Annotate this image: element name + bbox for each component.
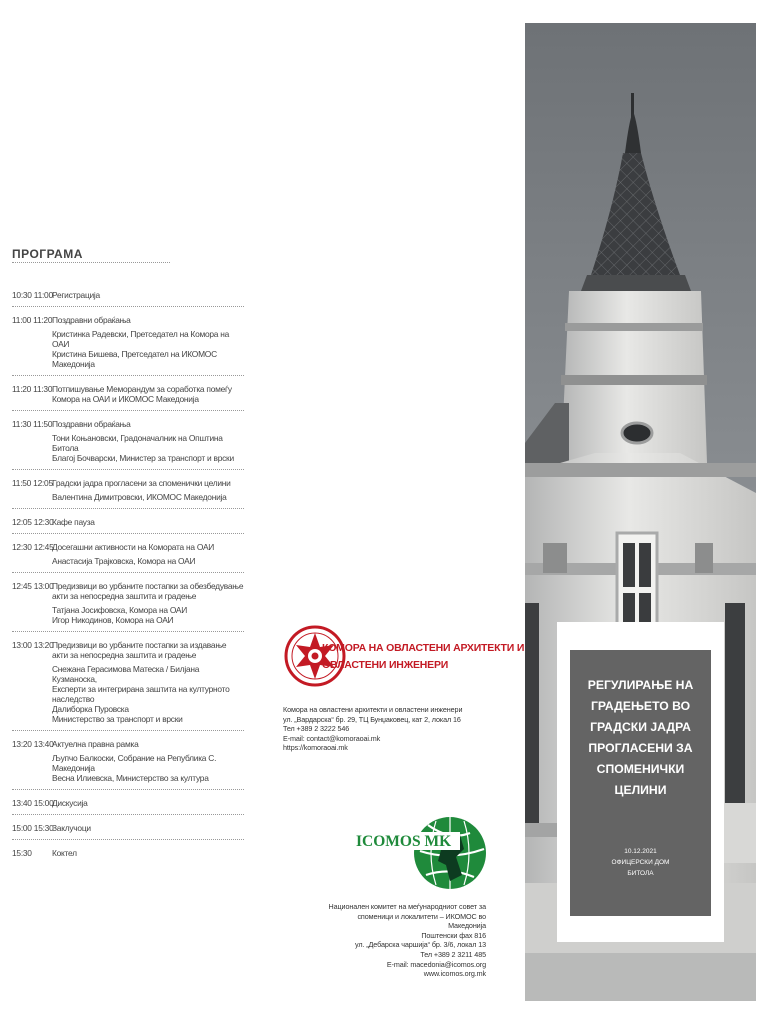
agenda-speaker: Експерти за интегрирана заштита на културното наследство <box>52 684 230 704</box>
cover-title-line: ГРАДСКИ ЈАДРА <box>590 720 691 734</box>
agenda-speaker: Снежана Герасимова Матеска / Билјана Кузманоска, <box>52 664 200 684</box>
agenda-title: Кафе пауза <box>52 517 95 527</box>
agenda-title: Градски јадра прогласени за споменички целини <box>52 478 231 488</box>
agenda-speaker: Тони Коњановски, Градоначалник на Општина Битола <box>52 433 223 453</box>
icomos-contact <box>320 902 486 979</box>
agenda-title: Регистрација <box>52 290 100 300</box>
chamber-name-line2: ОВЛАСТЕНИ ИНЖЕНЕРИ <box>322 659 449 671</box>
agenda-title: Заклучоци <box>52 823 91 833</box>
agenda-item <box>12 419 244 470</box>
cover-title-line: ПРОГЛАСЕНИ ЗА <box>588 741 693 755</box>
agenda-item <box>12 848 244 864</box>
agenda-time: 12:45 13:00 <box>12 581 54 591</box>
agenda-item <box>12 798 244 815</box>
agenda-time: 11:30 11:50 <box>12 419 53 429</box>
chamber-name <box>322 640 524 674</box>
agenda-item <box>12 739 244 790</box>
cover-title-line: ГРАДЕЊЕТО ВО <box>590 699 691 713</box>
agenda-speakers <box>52 329 244 369</box>
agenda-speakers <box>52 556 244 566</box>
agenda-item <box>12 517 244 534</box>
agenda-item <box>12 823 244 840</box>
agenda-time: 13:40 15:00 <box>12 798 54 808</box>
icomos-website[interactable]: www.icomos.org.mk <box>423 969 486 979</box>
agenda-time: 11:50 12:05 <box>12 478 53 488</box>
cover-title-line: ЦЕЛИНИ <box>614 783 667 797</box>
icomos-logo <box>346 805 486 901</box>
chamber-contact <box>283 705 462 753</box>
agenda-item <box>12 478 244 509</box>
agenda-speakers <box>52 605 244 625</box>
cover-event-meta <box>574 846 707 879</box>
cover-title-line: РЕГУЛИРАЊЕ НА <box>587 678 694 692</box>
agenda-time: 12:05 12:30 <box>12 517 54 527</box>
agenda-speaker: Весна Илиевска, Министерство за култура <box>52 773 209 783</box>
program-title-divider <box>12 262 170 263</box>
agenda-speakers <box>52 753 244 783</box>
cover-title-line: СПОМЕНИЧКИ <box>596 762 685 776</box>
cover-title-box <box>570 650 711 916</box>
cover-title <box>574 675 707 801</box>
agenda-item <box>12 640 244 731</box>
agenda-title: Предизвици во урбаните постапки за издавање акти за непосредна заштита и градење <box>52 640 227 660</box>
agenda-item <box>12 384 244 411</box>
agenda-time: 15:00 15:30 <box>12 823 54 833</box>
icomos-info-line: ул. „Дебарска чаршија“ бр. 3/6, локал 13 <box>355 940 486 950</box>
agenda-item <box>12 315 244 376</box>
agenda-list <box>12 290 244 872</box>
icomos-info-line: споменици и локалитети – ИКОМОС во Македонија <box>357 911 486 931</box>
agenda-speaker: Министерство за транспорт и врски <box>52 714 183 724</box>
agenda-speaker: Кристинка Радевски, Претседател на Комора на ОАИ <box>52 329 230 349</box>
chamber-info-line: ул. „Вардарска“ бр. 29, ТЦ Бунџакoвец, кат 2, локал 16 <box>283 714 461 724</box>
agenda-speaker: Анастасија Трајковска, Комора на ОАИ <box>52 556 196 566</box>
chamber-email[interactable]: E-mail: contact@komoraoai.mk <box>283 733 381 743</box>
agenda-title: Досегашни активности на Комората на ОАИ <box>52 542 215 552</box>
agenda-time: 11:00 11:20 <box>12 315 53 325</box>
agenda-title: Актуелна правна рамка <box>52 739 139 749</box>
agenda-title: Поздравни обраќања <box>52 315 131 325</box>
chamber-website[interactable]: https://komoraoai.mk <box>283 743 348 753</box>
agenda-title: Коктел <box>52 848 77 858</box>
agenda-speaker: Валентина Димитровски, ИКОМОС Македонија <box>52 492 227 502</box>
agenda-item <box>12 581 244 632</box>
agenda-item <box>12 290 244 307</box>
agenda-item <box>12 542 244 573</box>
agenda-speaker: Љупчо Балкоски, Собрание на Република С. Македонија <box>52 753 217 773</box>
agenda-time: 11:20 11:30 <box>12 384 53 394</box>
agenda-time: 13:00 13:20 <box>12 640 54 650</box>
icomos-info-line: Поштенски фах 816 <box>421 930 486 940</box>
agenda-speaker: Далиборка Пуровска <box>52 704 129 714</box>
agenda-speaker: Игор Никодинов, Комора на ОАИ <box>52 615 174 625</box>
agenda-speakers <box>52 433 244 463</box>
icomos-logo-text: ICOMOS MK <box>356 833 452 850</box>
agenda-title: Поздравни обраќања <box>52 419 131 429</box>
icomos-info-line: Тел +389 2 3211 485 <box>420 949 486 959</box>
icomos-email[interactable]: E-mail: macedonia@icomos.org <box>386 959 486 969</box>
agenda-speaker: Кристина Бишева, Претседател на ИКОМОС Македонија <box>52 349 217 369</box>
chamber-info-line: Тел +389 2 3222 546 <box>283 724 350 734</box>
chamber-name-line1: КОМОРА НА ОВЛАСТЕНИ АРХИТЕКТИ И <box>322 642 525 654</box>
agenda-speaker: Благој Бочварски, Министер за транспорт и врски <box>52 453 234 463</box>
icomos-info-line: Национален комитет на меѓународниот совет за <box>328 902 486 911</box>
chamber-info-line: Комора на овластени архитекти и овластени инженери <box>283 705 463 714</box>
agenda-time: 15:30 <box>12 848 32 858</box>
agenda-speakers <box>52 492 244 502</box>
program-title: ПРОГРАМА <box>12 247 83 261</box>
cover-city: БИТОЛА <box>627 870 654 877</box>
agenda-title: Дискусија <box>52 798 88 808</box>
agenda-time: 13:20 13:40 <box>12 739 54 749</box>
agenda-time: 12:30 12:45 <box>12 542 54 552</box>
cover-venue: ОФИЦЕРСКИ ДОМ <box>611 859 670 866</box>
agenda-time: 10:30 11:00 <box>12 290 53 300</box>
agenda-speakers <box>52 664 244 724</box>
agenda-speaker: Татјана Јосифовска, Комора на ОАИ <box>52 605 188 615</box>
agenda-title: Потпишување Меморандум за соработка помеѓу Комора на ОАИ и ИКОМОС Македонија <box>52 384 232 404</box>
agenda-title: Предизвици во урбаните постапки за обезбедување акти за непосредна заштита и градење <box>52 581 244 601</box>
cover-date: 10.12.2021 <box>624 848 657 855</box>
